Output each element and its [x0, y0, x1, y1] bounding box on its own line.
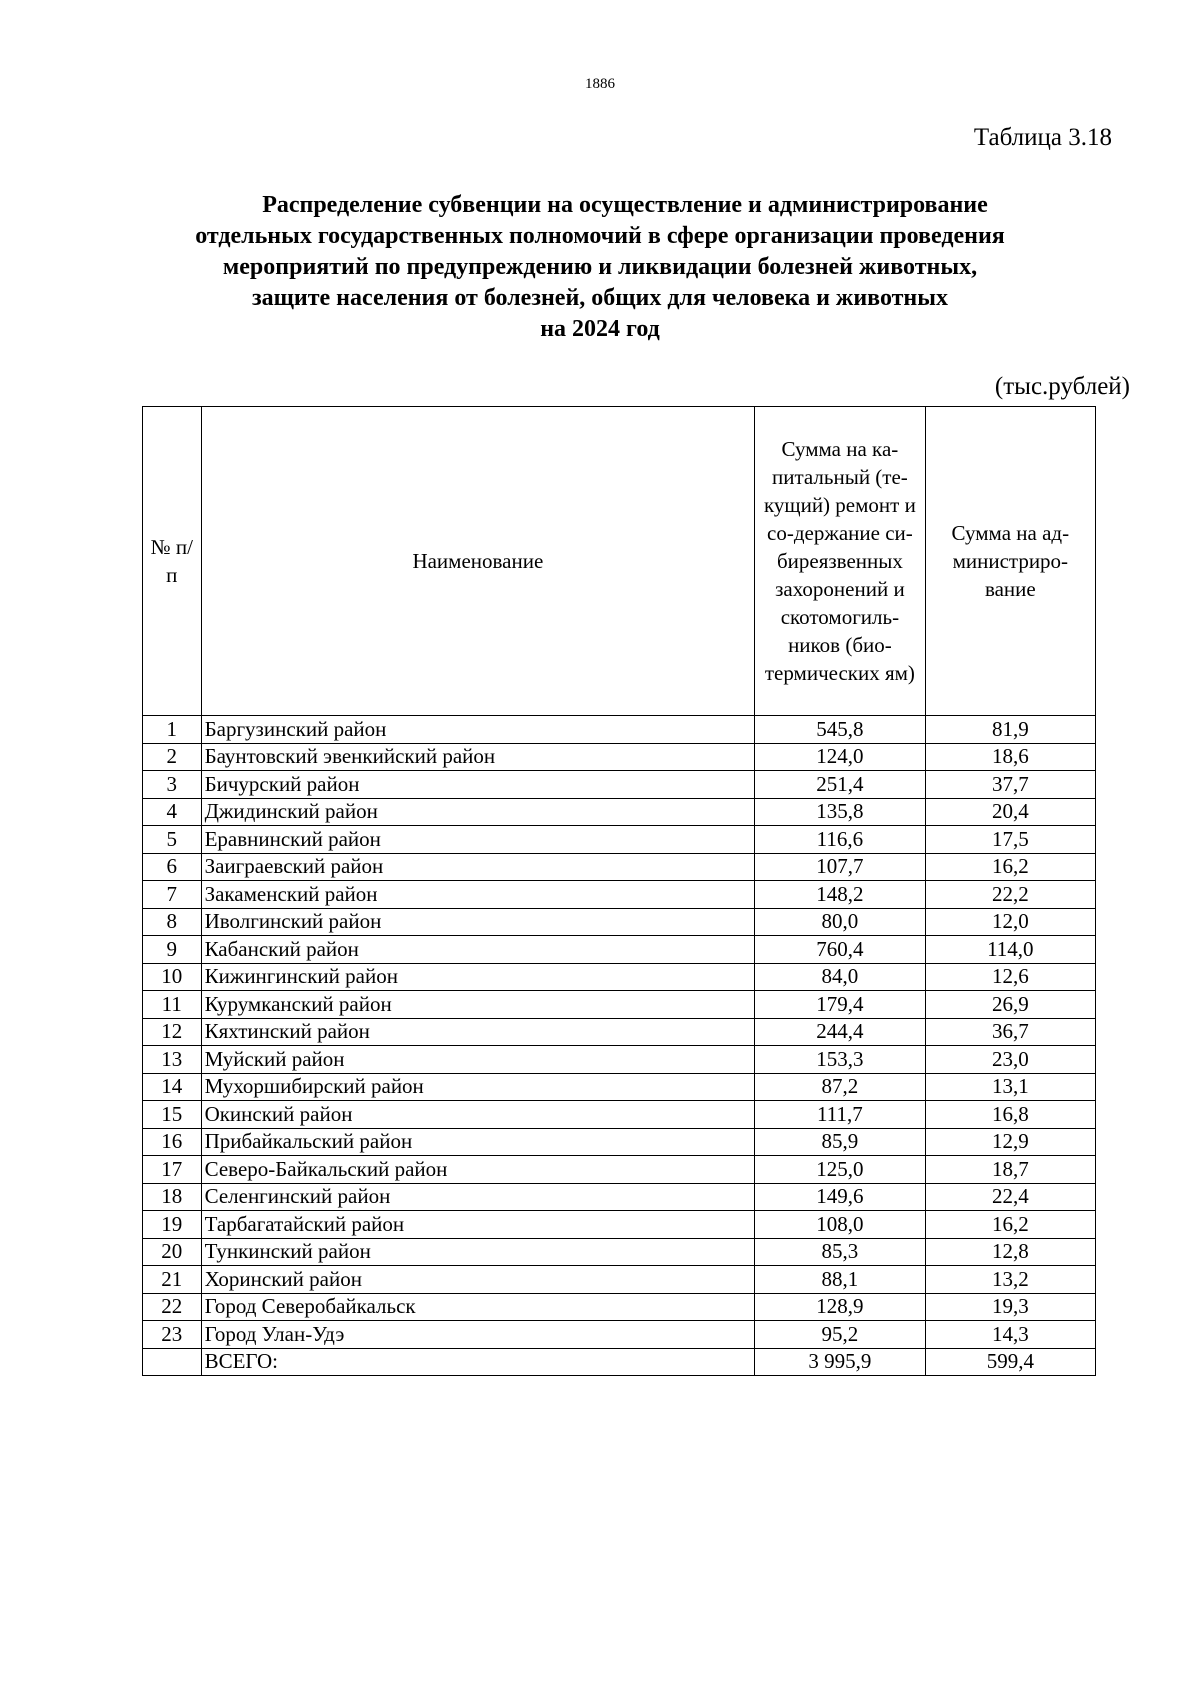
- row-number: 1: [143, 716, 202, 744]
- table-row: [143, 1293, 1096, 1321]
- header-sum-admin: Сумма на ад-министриро-вание: [925, 407, 1095, 716]
- row-name: Муйский район: [201, 1046, 755, 1074]
- table-row: [143, 881, 1096, 909]
- row-sum-admin: 36,7: [925, 1018, 1095, 1046]
- row-number: 13: [143, 1046, 202, 1074]
- row-sum-admin: 14,3: [925, 1321, 1095, 1349]
- row-name: Кабанский район: [201, 936, 755, 964]
- row-sum-admin: 599,4: [925, 1348, 1095, 1376]
- title-line: мероприятий по предупреждению и ликвидации болезней животных,: [222, 254, 978, 280]
- row-name: Баргузинский район: [201, 716, 755, 744]
- row-sum-repair: 545,8: [755, 716, 925, 744]
- row-number: 4: [143, 798, 202, 826]
- row-number: 17: [143, 1156, 202, 1184]
- table-total-row: [143, 1348, 1096, 1376]
- row-number: 22: [143, 1293, 202, 1321]
- document-title: [120, 190, 1080, 345]
- row-sum-admin: 37,7: [925, 771, 1095, 799]
- row-sum-repair: 88,1: [755, 1266, 925, 1294]
- row-number: 2: [143, 743, 202, 771]
- row-name: Еравнинский район: [201, 826, 755, 854]
- row-name: Баунтовский эвенкийский район: [201, 743, 755, 771]
- row-sum-admin: 22,2: [925, 881, 1095, 909]
- row-sum-admin: 13,2: [925, 1266, 1095, 1294]
- table-row: [143, 936, 1096, 964]
- table-label: Таблица 3.18: [973, 124, 1112, 151]
- row-number: 10: [143, 963, 202, 991]
- table-row: [143, 1018, 1096, 1046]
- row-number: 16: [143, 1128, 202, 1156]
- table-row: [143, 1238, 1096, 1266]
- table-header-row: [143, 407, 1096, 716]
- row-sum-repair: 85,9: [755, 1128, 925, 1156]
- row-name: Кяхтинский район: [201, 1018, 755, 1046]
- row-number: 9: [143, 936, 202, 964]
- table-row: [143, 908, 1096, 936]
- row-sum-admin: 16,2: [925, 853, 1095, 881]
- row-sum-repair: 135,8: [755, 798, 925, 826]
- row-sum-admin: 13,1: [925, 1073, 1095, 1101]
- title-line: на 2024 год: [540, 316, 660, 342]
- row-sum-repair: 153,3: [755, 1046, 925, 1074]
- row-sum-repair: 95,2: [755, 1321, 925, 1349]
- title-line: отдельных государственных полномочий в сфере организации проведения: [195, 223, 1005, 249]
- row-sum-repair: 124,0: [755, 743, 925, 771]
- row-sum-repair: 108,0: [755, 1211, 925, 1239]
- row-sum-repair: 84,0: [755, 963, 925, 991]
- row-sum-admin: 12,8: [925, 1238, 1095, 1266]
- row-sum-admin: 19,3: [925, 1293, 1095, 1321]
- table-row: [143, 853, 1096, 881]
- row-sum-admin: 12,6: [925, 963, 1095, 991]
- row-sum-repair: 116,6: [755, 826, 925, 854]
- row-sum-repair: 125,0: [755, 1156, 925, 1184]
- row-number: 5: [143, 826, 202, 854]
- row-name: Северо-Байкальский район: [201, 1156, 755, 1184]
- table-row: [143, 743, 1096, 771]
- row-name: Тарбагатайский район: [201, 1211, 755, 1239]
- table-row: [143, 1211, 1096, 1239]
- row-sum-repair: 111,7: [755, 1101, 925, 1129]
- row-number: 18: [143, 1183, 202, 1211]
- table-row: [143, 771, 1096, 799]
- row-name: Селенгинский район: [201, 1183, 755, 1211]
- row-name: Джидинский район: [201, 798, 755, 826]
- table-row: [143, 1183, 1096, 1211]
- header-num: № п/п: [143, 407, 202, 716]
- row-sum-repair: 3 995,9: [755, 1348, 925, 1376]
- row-sum-repair: 149,6: [755, 1183, 925, 1211]
- row-sum-admin: 114,0: [925, 936, 1095, 964]
- table-row: [143, 1101, 1096, 1129]
- row-sum-admin: 22,4: [925, 1183, 1095, 1211]
- row-sum-admin: 16,2: [925, 1211, 1095, 1239]
- row-name: Город Улан-Удэ: [201, 1321, 755, 1349]
- table-row: [143, 1046, 1096, 1074]
- row-sum-admin: 23,0: [925, 1046, 1095, 1074]
- row-name: Курумканский район: [201, 991, 755, 1019]
- row-sum-repair: 107,7: [755, 853, 925, 881]
- row-name: Заиграевский район: [201, 853, 755, 881]
- row-name: Тункинский район: [201, 1238, 755, 1266]
- row-name: Окинский район: [201, 1101, 755, 1129]
- title-line: Распределение субвенции на осуществление и администрирование: [262, 192, 988, 218]
- row-number: [143, 1348, 202, 1376]
- row-number: 8: [143, 908, 202, 936]
- row-sum-repair: 148,2: [755, 881, 925, 909]
- row-number: 6: [143, 853, 202, 881]
- row-name: Прибайкальский район: [201, 1128, 755, 1156]
- table-row: [143, 963, 1096, 991]
- row-number: 21: [143, 1266, 202, 1294]
- row-name: Мухоршибирский район: [201, 1073, 755, 1101]
- row-sum-admin: 17,5: [925, 826, 1095, 854]
- row-sum-admin: 12,0: [925, 908, 1095, 936]
- row-sum-admin: 26,9: [925, 991, 1095, 1019]
- row-sum-repair: 244,4: [755, 1018, 925, 1046]
- row-number: 23: [143, 1321, 202, 1349]
- row-name: Город Северобайкальск: [201, 1293, 755, 1321]
- row-sum-admin: 18,7: [925, 1156, 1095, 1184]
- row-number: 15: [143, 1101, 202, 1129]
- row-number: 20: [143, 1238, 202, 1266]
- row-sum-repair: 179,4: [755, 991, 925, 1019]
- row-sum-admin: 20,4: [925, 798, 1095, 826]
- row-name: Иволгинский район: [201, 908, 755, 936]
- row-sum-admin: 16,8: [925, 1101, 1095, 1129]
- table-row: [143, 1128, 1096, 1156]
- row-sum-repair: 128,9: [755, 1293, 925, 1321]
- row-sum-repair: 760,4: [755, 936, 925, 964]
- row-sum-admin: 81,9: [925, 716, 1095, 744]
- row-number: 12: [143, 1018, 202, 1046]
- table-row: [143, 798, 1096, 826]
- header-name: Наименование: [201, 407, 755, 716]
- table-row: [143, 826, 1096, 854]
- row-number: 3: [143, 771, 202, 799]
- title-line: защите населения от болезней, общих для человека и животных: [252, 285, 948, 311]
- row-sum-repair: 251,4: [755, 771, 925, 799]
- row-number: 7: [143, 881, 202, 909]
- table-row: [143, 716, 1096, 744]
- row-name: Закаменский район: [201, 881, 755, 909]
- row-sum-repair: 85,3: [755, 1238, 925, 1266]
- row-sum-repair: 87,2: [755, 1073, 925, 1101]
- row-name: Бичурский район: [201, 771, 755, 799]
- row-number: 14: [143, 1073, 202, 1101]
- page-number: 1886: [585, 76, 615, 92]
- row-number: 11: [143, 991, 202, 1019]
- header-sum-repair: Сумма на ка-питальный (те-кущий) ремонт и со-держание си-бирeязвенных захоронений и скотомогиль-ников (био-термических ям): [755, 407, 925, 716]
- units-label: (тыс.рублей): [994, 373, 1130, 400]
- row-name: Хоринский район: [201, 1266, 755, 1294]
- row-name: Кижингинский район: [201, 963, 755, 991]
- subvention-table: [142, 406, 1096, 1376]
- table-row: [143, 1321, 1096, 1349]
- row-number: 19: [143, 1211, 202, 1239]
- table-row: [143, 1073, 1096, 1101]
- row-sum-admin: 18,6: [925, 743, 1095, 771]
- table-row: [143, 1266, 1096, 1294]
- table-row: [143, 1156, 1096, 1184]
- row-name: ВСЕГО:: [201, 1348, 755, 1376]
- table-body: [143, 716, 1096, 1376]
- table-row: [143, 991, 1096, 1019]
- row-sum-repair: 80,0: [755, 908, 925, 936]
- row-sum-admin: 12,9: [925, 1128, 1095, 1156]
